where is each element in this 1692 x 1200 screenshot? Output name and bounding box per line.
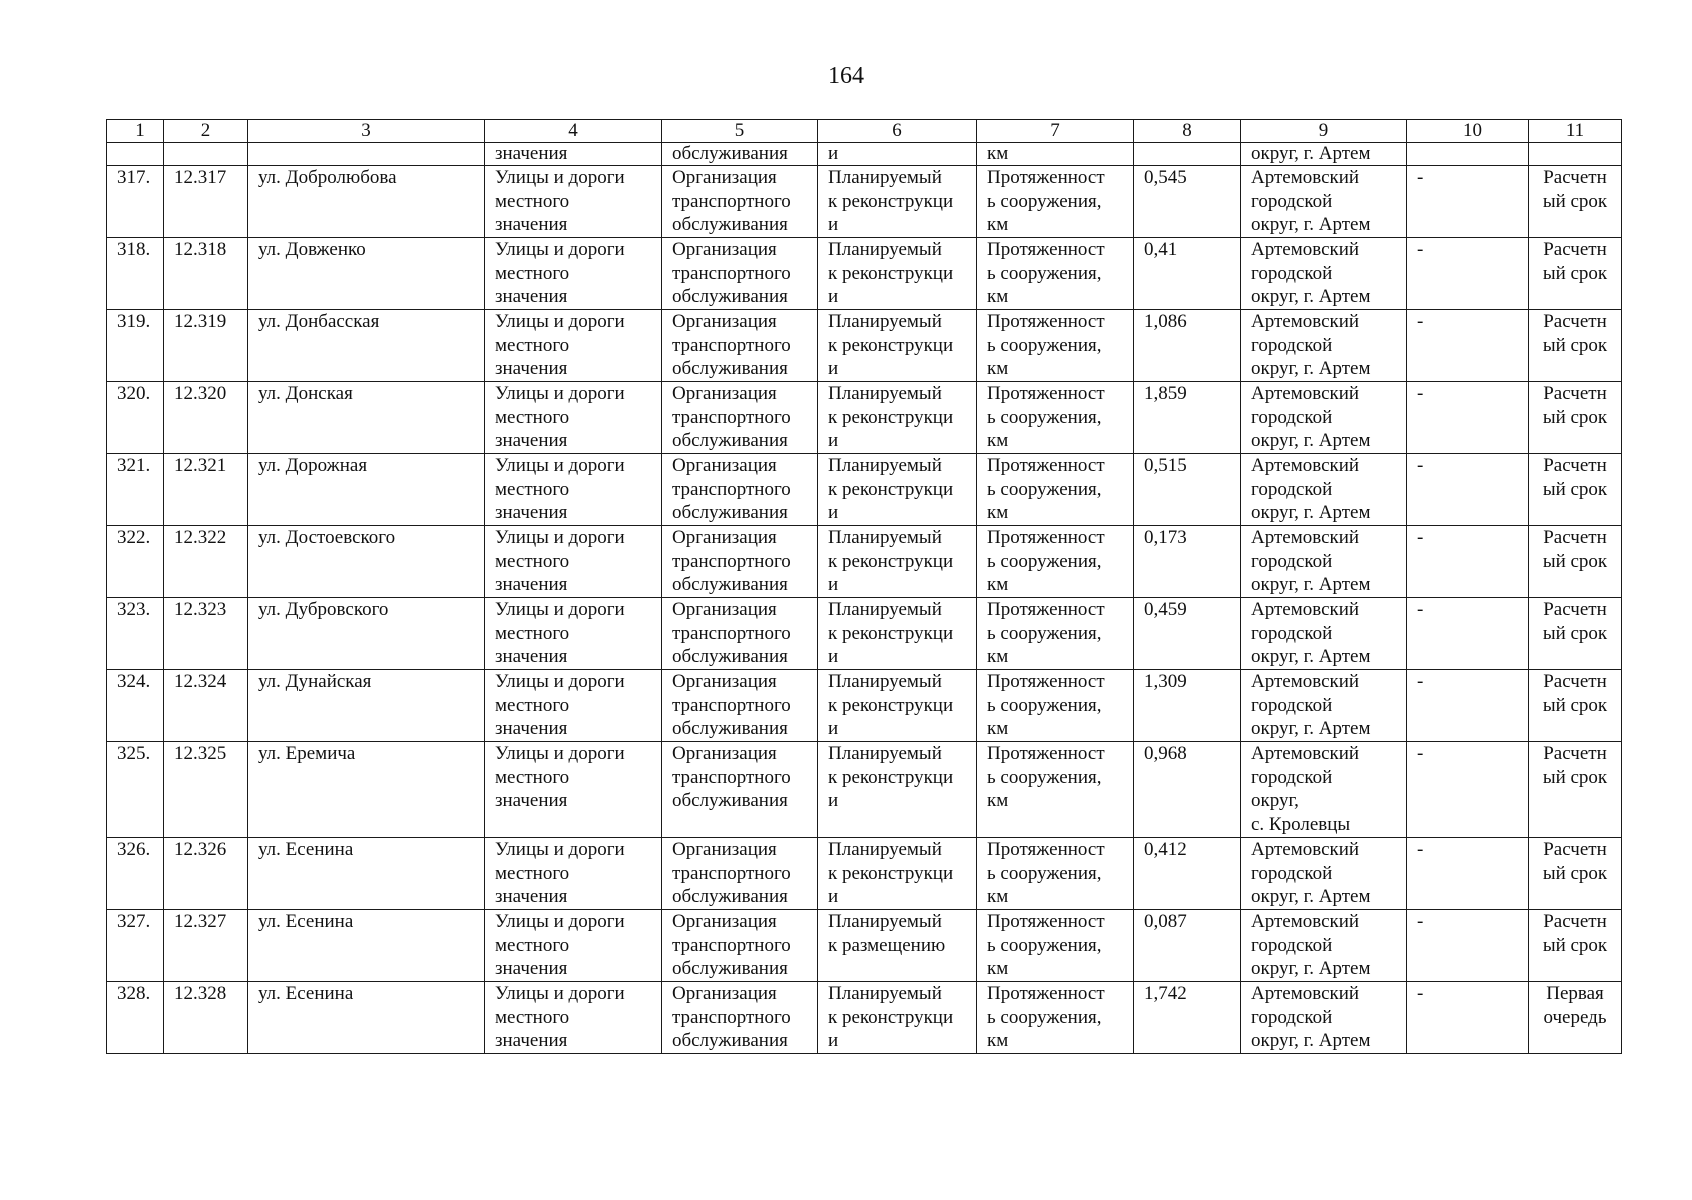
table-cell-col4: Улицы и дороги местного значения — [485, 166, 662, 238]
table-row — [107, 982, 1622, 1054]
table-cell-col4: Улицы и дороги местного значения — [485, 238, 662, 310]
table-cell-col7: Протяженност ь сооружения, км — [977, 982, 1134, 1054]
table-cell-col7: Протяженност ь сооружения, км — [977, 454, 1134, 526]
table-cell-col6: 6 — [818, 120, 977, 143]
table-cell-col6: Планируемый к реконструкци и — [818, 982, 977, 1054]
table-cell-col11: Расчетн ый срок — [1529, 454, 1622, 526]
table-cell-col7: Протяженност ь сооружения, км — [977, 910, 1134, 982]
table-cell-col4: значения — [485, 143, 662, 166]
table-cell-col9: Артемовский городской округ, г. Артем — [1241, 670, 1407, 742]
table-cell-col9: Артемовский городской округ, г. Артем — [1241, 382, 1407, 454]
table-cell-col10: - — [1407, 310, 1529, 382]
table-cell-col9: Артемовский городской округ, г. Артем — [1241, 598, 1407, 670]
table-cell-col5: Организация транспортного обслуживания — [662, 454, 818, 526]
table-cell-col11: Расчетн ый срок — [1529, 670, 1622, 742]
table-cell-col4: Улицы и дороги местного значения — [485, 670, 662, 742]
table-cell-col6: Планируемый к реконструкци и — [818, 742, 977, 838]
table-cell-col7: 7 — [977, 120, 1134, 143]
table-row — [107, 382, 1622, 454]
table-cell-col4: Улицы и дороги местного значения — [485, 742, 662, 838]
table-cell-col9: 9 — [1241, 120, 1407, 143]
table-cell-col9: Артемовский городской округ, г. Артем — [1241, 454, 1407, 526]
table-cell-col5: Организация транспортного обслуживания — [662, 238, 818, 310]
table-cell-col4: Улицы и дороги местного значения — [485, 382, 662, 454]
table-cell-col7: Протяженност ь сооружения, км — [977, 742, 1134, 838]
table-row — [107, 742, 1622, 838]
table-cell-col2: 12.324 — [164, 670, 248, 742]
table-cell-col7: Протяженност ь сооружения, км — [977, 166, 1134, 238]
table-cell-col1 — [107, 143, 164, 166]
table-cell-col1: 322. — [107, 526, 164, 598]
table-row — [107, 910, 1622, 982]
table-cell-col10: - — [1407, 670, 1529, 742]
table-cell-col11: Первая очередь — [1529, 982, 1622, 1054]
table-cell-col8: 1,309 — [1134, 670, 1241, 742]
table-cell-col6: Планируемый к реконструкци и — [818, 670, 977, 742]
table-cell-col11: Расчетн ый срок — [1529, 382, 1622, 454]
table-cell-col3: ул. Дунайская — [248, 670, 485, 742]
table-cell-col3 — [248, 143, 485, 166]
table-cell-col10: 10 — [1407, 120, 1529, 143]
table-cell-col6: Планируемый к реконструкци и — [818, 382, 977, 454]
table-cell-col3: ул. Есенина — [248, 982, 485, 1054]
table-cell-col10: - — [1407, 526, 1529, 598]
table-cell-col6: и — [818, 143, 977, 166]
table-cell-col8: 0,412 — [1134, 838, 1241, 910]
table-cell-col3: ул. Дубровского — [248, 598, 485, 670]
table-cell-col5: Организация транспортного обслуживания — [662, 598, 818, 670]
table-cell-col9: Артемовский городской округ, г. Артем — [1241, 838, 1407, 910]
table-cell-col6: Планируемый к реконструкци и — [818, 526, 977, 598]
table-cell-col6: Планируемый к реконструкци и — [818, 310, 977, 382]
table-cell-col1: 318. — [107, 238, 164, 310]
table-cell-col6: Планируемый к размещению — [818, 910, 977, 982]
table-cell-col5: Организация транспортного обслуживания — [662, 526, 818, 598]
table-row — [107, 310, 1622, 382]
table-cell-col9: Артемовский городской округ, г. Артем — [1241, 238, 1407, 310]
table-cell-col1: 323. — [107, 598, 164, 670]
table-cell-col5: обслуживания — [662, 143, 818, 166]
table-cell-col6: Планируемый к реконструкци и — [818, 598, 977, 670]
table-cell-col2 — [164, 143, 248, 166]
table-cell-col11: 11 — [1529, 120, 1622, 143]
table-cell-col5: Организация транспортного обслуживания — [662, 166, 818, 238]
table-cell-col9: Артемовский городской округ, г. Артем — [1241, 910, 1407, 982]
table-cell-col11: Расчетн ый срок — [1529, 166, 1622, 238]
table-cell-col3: ул. Достоевского — [248, 526, 485, 598]
table-cell-col11: Расчетн ый срок — [1529, 526, 1622, 598]
table-cell-col9: округ, г. Артем — [1241, 143, 1407, 166]
table-row — [107, 670, 1622, 742]
table-cell-col6: Планируемый к реконструкци и — [818, 166, 977, 238]
table-cell-col11: Расчетн ый срок — [1529, 910, 1622, 982]
table-cell-col9: Артемовский городской округ, г. Артем — [1241, 310, 1407, 382]
table-cell-col3: ул. Еремича — [248, 742, 485, 838]
table-cell-col2: 12.320 — [164, 382, 248, 454]
table-cell-col7: Протяженност ь сооружения, км — [977, 598, 1134, 670]
table-cell-col5: Организация транспортного обслуживания — [662, 910, 818, 982]
table-cell-col10: - — [1407, 454, 1529, 526]
table-cell-col2: 12.325 — [164, 742, 248, 838]
table-cell-col5: Организация транспортного обслуживания — [662, 382, 818, 454]
table-cell-col11 — [1529, 143, 1622, 166]
table-cell-col8: 8 — [1134, 120, 1241, 143]
table-cell-col2: 12.323 — [164, 598, 248, 670]
table-cell-col7: Протяженност ь сооружения, км — [977, 238, 1134, 310]
table-cell-col1: 327. — [107, 910, 164, 982]
table-cell-col8: 0,515 — [1134, 454, 1241, 526]
table-cell-col2: 12.319 — [164, 310, 248, 382]
objects-table — [106, 119, 1622, 1054]
table-header-row — [107, 120, 1622, 143]
table-cell-col4: Улицы и дороги местного значения — [485, 982, 662, 1054]
table-cell-col11: Расчетн ый срок — [1529, 742, 1622, 838]
table-cell-col1: 321. — [107, 454, 164, 526]
table-row — [107, 526, 1622, 598]
table-cell-col6: Планируемый к реконструкци и — [818, 838, 977, 910]
table-cell-col8: 0,087 — [1134, 910, 1241, 982]
table-cell-col5: Организация транспортного обслуживания — [662, 310, 818, 382]
table-cell-col10: - — [1407, 982, 1529, 1054]
table-cell-col10: - — [1407, 166, 1529, 238]
table-cell-col9: Артемовский городской округ, г. Артем — [1241, 982, 1407, 1054]
table-row — [107, 598, 1622, 670]
table-cell-col7: км — [977, 143, 1134, 166]
table-cell-col4: 4 — [485, 120, 662, 143]
table-row — [107, 454, 1622, 526]
table-cell-col2: 12.326 — [164, 838, 248, 910]
table-cell-col1: 325. — [107, 742, 164, 838]
table-row — [107, 838, 1622, 910]
table-cell-col2: 2 — [164, 120, 248, 143]
table-cell-col4: Улицы и дороги местного значения — [485, 598, 662, 670]
table-body — [107, 120, 1622, 1054]
table-row — [107, 166, 1622, 238]
table-cell-col5: Организация транспортного обслуживания — [662, 670, 818, 742]
table-cell-col10: - — [1407, 598, 1529, 670]
table-cell-col1: 328. — [107, 982, 164, 1054]
table-cell-col10: - — [1407, 238, 1529, 310]
table-cell-col8: 0,459 — [1134, 598, 1241, 670]
table-cell-col7: Протяженност ь сооружения, км — [977, 670, 1134, 742]
table-cell-col4: Улицы и дороги местного значения — [485, 310, 662, 382]
table-cell-col3: ул. Донбасская — [248, 310, 485, 382]
table-cell-col6: Планируемый к реконструкци и — [818, 454, 977, 526]
table-cell-col1: 320. — [107, 382, 164, 454]
table-cell-col3: 3 — [248, 120, 485, 143]
table-cell-col10: - — [1407, 742, 1529, 838]
table-cell-col4: Улицы и дороги местного значения — [485, 526, 662, 598]
table-cell-col8: 1,086 — [1134, 310, 1241, 382]
table-cell-col11: Расчетн ый срок — [1529, 838, 1622, 910]
table-cell-col10: - — [1407, 382, 1529, 454]
table-cell-col8: 1,742 — [1134, 982, 1241, 1054]
table-cell-col10: - — [1407, 838, 1529, 910]
table-cell-col8: 0,173 — [1134, 526, 1241, 598]
table-cell-col1: 319. — [107, 310, 164, 382]
table-cell-col3: ул. Добролюбова — [248, 166, 485, 238]
table-row — [107, 238, 1622, 310]
table-cell-col8: 0,545 — [1134, 166, 1241, 238]
table-cell-col5: Организация транспортного обслуживания — [662, 838, 818, 910]
table-cell-col7: Протяженност ь сооружения, км — [977, 310, 1134, 382]
table-cell-col10: - — [1407, 910, 1529, 982]
table-cell-col9: Артемовский городской округ, г. Артем — [1241, 166, 1407, 238]
table-cell-col6: Планируемый к реконструкци и — [818, 238, 977, 310]
table-cell-col3: ул. Довженко — [248, 238, 485, 310]
table-cell-col3: ул. Есенина — [248, 838, 485, 910]
table-cell-col8 — [1134, 143, 1241, 166]
table-cell-col11: Расчетн ый срок — [1529, 238, 1622, 310]
table-cell-col1: 326. — [107, 838, 164, 910]
table-cell-col4: Улицы и дороги местного значения — [485, 838, 662, 910]
table-cell-col2: 12.318 — [164, 238, 248, 310]
table-cell-col8: 0,968 — [1134, 742, 1241, 838]
table-cell-col9: Артемовский городской округ, с. Кролевцы — [1241, 742, 1407, 838]
table-cell-col2: 12.317 — [164, 166, 248, 238]
table-cell-col4: Улицы и дороги местного значения — [485, 454, 662, 526]
table-cell-col8: 0,41 — [1134, 238, 1241, 310]
table-cell-col3: ул. Дорожная — [248, 454, 485, 526]
table-cell-col2: 12.328 — [164, 982, 248, 1054]
table-cell-col4: Улицы и дороги местного значения — [485, 910, 662, 982]
table-cell-col2: 12.321 — [164, 454, 248, 526]
table-cell-col7: Протяженност ь сооружения, км — [977, 382, 1134, 454]
table-cell-col1: 317. — [107, 166, 164, 238]
table-cell-col3: ул. Есенина — [248, 910, 485, 982]
table-cell-col7: Протяженност ь сооружения, км — [977, 838, 1134, 910]
table-cell-col11: Расчетн ый срок — [1529, 310, 1622, 382]
table-cell-col8: 1,859 — [1134, 382, 1241, 454]
table-cell-col5: Организация транспортного обслуживания — [662, 742, 818, 838]
table-cell-col10 — [1407, 143, 1529, 166]
table-cell-col2: 12.322 — [164, 526, 248, 598]
table-cell-col11: Расчетн ый срок — [1529, 598, 1622, 670]
table-cell-col2: 12.327 — [164, 910, 248, 982]
table-continuation-row — [107, 143, 1622, 166]
table-cell-col7: Протяженност ь сооружения, км — [977, 526, 1134, 598]
table-cell-col1: 324. — [107, 670, 164, 742]
table-cell-col9: Артемовский городской округ, г. Артем — [1241, 526, 1407, 598]
table-cell-col5: Организация транспортного обслуживания — [662, 982, 818, 1054]
table-cell-col5: 5 — [662, 120, 818, 143]
table-cell-col1: 1 — [107, 120, 164, 143]
table-cell-col3: ул. Донская — [248, 382, 485, 454]
page-number: 164 — [828, 63, 864, 89]
